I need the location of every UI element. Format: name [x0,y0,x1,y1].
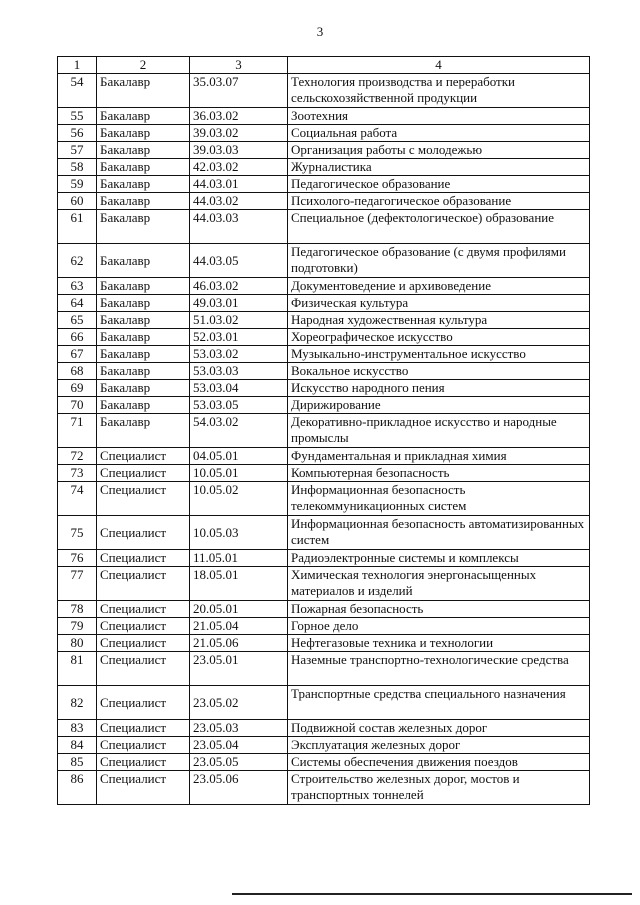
row-level: Бакалавр [97,142,190,159]
row-level: Специалист [97,686,190,720]
row-name: Педагогическое образование [288,176,590,193]
row-code: 04.05.01 [190,448,288,465]
row-name: Технология производства и переработки сельскохозяйственной продукции [288,74,590,108]
row-number: 56 [58,125,97,142]
row-number: 75 [58,516,97,550]
row-level: Бакалавр [97,414,190,448]
row-code: 44.03.03 [190,210,288,244]
row-name: Документоведение и архивоведение [288,278,590,295]
row-name: Радиоэлектронные системы и комплексы [288,550,590,567]
table-row [58,516,590,550]
table-row [58,737,590,754]
row-number: 61 [58,210,97,244]
row-name: Пожарная безопасность [288,601,590,618]
table-row [58,567,590,601]
table-row [58,312,590,329]
row-level: Бакалавр [97,380,190,397]
row-number: 65 [58,312,97,329]
row-level: Специалист [97,516,190,550]
row-number: 72 [58,448,97,465]
row-number: 86 [58,771,97,805]
table-row [58,210,590,244]
row-code: 42.03.02 [190,159,288,176]
table-row [58,686,590,720]
row-level: Специалист [97,482,190,516]
row-number: 85 [58,754,97,771]
row-level: Специалист [97,567,190,601]
row-number: 70 [58,397,97,414]
table-row [58,550,590,567]
row-number: 83 [58,720,97,737]
programs-table [57,56,590,805]
row-level: Бакалавр [97,363,190,380]
row-level: Специалист [97,601,190,618]
row-code: 23.05.04 [190,737,288,754]
row-level: Специалист [97,771,190,805]
row-name: Транспортные средства специального назначения [288,686,590,720]
row-code: 51.03.02 [190,312,288,329]
table-row [58,176,590,193]
table-row [58,465,590,482]
row-name: Психолого-педагогическое образование [288,193,590,210]
row-number: 80 [58,635,97,652]
row-level: Специалист [97,448,190,465]
row-name: Социальная работа [288,125,590,142]
row-code: 10.05.02 [190,482,288,516]
column-header-number: 1 [58,57,97,74]
row-code: 20.05.01 [190,601,288,618]
row-code: 39.03.03 [190,142,288,159]
row-level: Бакалавр [97,329,190,346]
row-level: Специалист [97,550,190,567]
row-number: 57 [58,142,97,159]
row-code: 36.03.02 [190,108,288,125]
table-row [58,329,590,346]
row-number: 63 [58,278,97,295]
row-name: Горное дело [288,618,590,635]
table-row [58,346,590,363]
table-row [58,448,590,465]
row-number: 68 [58,363,97,380]
row-code: 35.03.07 [190,74,288,108]
table-row [58,278,590,295]
table-row [58,635,590,652]
row-name: Искусство народного пения [288,380,590,397]
row-code: 46.03.02 [190,278,288,295]
row-code: 53.03.02 [190,346,288,363]
table-row [58,159,590,176]
row-code: 18.05.01 [190,567,288,601]
row-name: Компьютерная безопасность [288,465,590,482]
row-code: 23.05.02 [190,686,288,720]
table-row [58,771,590,805]
row-number: 79 [58,618,97,635]
table-row [58,142,590,159]
row-level: Специалист [97,652,190,686]
row-number: 76 [58,550,97,567]
row-level: Специалист [97,465,190,482]
column-header-level: 2 [97,57,190,74]
row-code: 53.03.03 [190,363,288,380]
column-header-code: 3 [190,57,288,74]
row-code: 49.03.01 [190,295,288,312]
table-row [58,193,590,210]
row-number: 74 [58,482,97,516]
row-code: 39.03.02 [190,125,288,142]
row-number: 78 [58,601,97,618]
row-number: 69 [58,380,97,397]
row-name: Музыкально-инструментальное искусство [288,346,590,363]
table-header-row [58,57,590,74]
row-level: Специалист [97,737,190,754]
page-number: 3 [316,24,324,39]
row-level: Бакалавр [97,125,190,142]
row-code: 53.03.05 [190,397,288,414]
table-row [58,720,590,737]
row-code: 54.03.02 [190,414,288,448]
row-name: Народная художественная культура [288,312,590,329]
row-number: 71 [58,414,97,448]
row-level: Бакалавр [97,210,190,244]
row-level: Бакалавр [97,159,190,176]
column-header-name: 4 [288,57,590,74]
row-number: 62 [58,244,97,278]
row-level: Бакалавр [97,108,190,125]
row-number: 59 [58,176,97,193]
row-code: 44.03.02 [190,193,288,210]
row-name: Нефтегазовые техника и технологии [288,635,590,652]
row-code: 23.05.05 [190,754,288,771]
row-number: 64 [58,295,97,312]
row-level: Специалист [97,754,190,771]
row-code: 11.05.01 [190,550,288,567]
table-row [58,380,590,397]
row-number: 82 [58,686,97,720]
row-code: 23.05.03 [190,720,288,737]
table-row [58,482,590,516]
row-name: Дирижирование [288,397,590,414]
row-name: Зоотехния [288,108,590,125]
row-code: 44.03.01 [190,176,288,193]
row-name: Информационная безопасность телекоммуникационных систем [288,482,590,516]
row-code: 10.05.03 [190,516,288,550]
row-name: Химическая технология энергонасыщенных материалов и изделий [288,567,590,601]
row-level: Бакалавр [97,176,190,193]
table-row [58,618,590,635]
row-level: Бакалавр [97,193,190,210]
table-row [58,363,590,380]
row-level: Бакалавр [97,244,190,278]
row-level: Бакалавр [97,312,190,329]
row-number: 55 [58,108,97,125]
row-level: Бакалавр [97,278,190,295]
row-code: 23.05.06 [190,771,288,805]
row-code: 23.05.01 [190,652,288,686]
row-name: Подвижной состав железных дорог [288,720,590,737]
row-name: Специальное (дефектологическое) образование [288,210,590,244]
row-level: Специалист [97,618,190,635]
row-level: Специалист [97,720,190,737]
row-code: 44.03.05 [190,244,288,278]
row-level: Бакалавр [97,346,190,363]
row-number: 66 [58,329,97,346]
table-row [58,397,590,414]
row-name: Системы обеспечения движения поездов [288,754,590,771]
row-name: Информационная безопасность автоматизированных систем [288,516,590,550]
table-row [58,414,590,448]
row-code: 53.03.04 [190,380,288,397]
row-number: 84 [58,737,97,754]
row-number: 54 [58,74,97,108]
row-level: Бакалавр [97,397,190,414]
row-number: 81 [58,652,97,686]
table-row [58,108,590,125]
row-code: 21.05.04 [190,618,288,635]
row-number: 73 [58,465,97,482]
row-number: 60 [58,193,97,210]
table-row [58,601,590,618]
row-name: Педагогическое образование (с двумя профилями подготовки) [288,244,590,278]
table-row [58,74,590,108]
row-name: Наземные транспортно-технологические средства [288,652,590,686]
scan-edge-line [232,893,632,895]
row-number: 77 [58,567,97,601]
row-name: Журналистика [288,159,590,176]
row-name: Декоративно-прикладное искусство и народные промыслы [288,414,590,448]
row-name: Организация работы с молодежью [288,142,590,159]
row-code: 10.05.01 [190,465,288,482]
row-name: Физическая культура [288,295,590,312]
table-row [58,754,590,771]
table-row [58,244,590,278]
row-name: Вокальное искусство [288,363,590,380]
row-number: 58 [58,159,97,176]
row-name: Строительство железных дорог, мостов и транспортных тоннелей [288,771,590,805]
table-row [58,652,590,686]
row-number: 67 [58,346,97,363]
row-code: 52.03.01 [190,329,288,346]
row-code: 21.05.06 [190,635,288,652]
row-name: Хореографическое искусство [288,329,590,346]
row-level: Специалист [97,635,190,652]
row-name: Эксплуатация железных дорог [288,737,590,754]
table-row [58,295,590,312]
row-level: Бакалавр [97,295,190,312]
row-level: Бакалавр [97,74,190,108]
row-name: Фундаментальная и прикладная химия [288,448,590,465]
table-row [58,125,590,142]
